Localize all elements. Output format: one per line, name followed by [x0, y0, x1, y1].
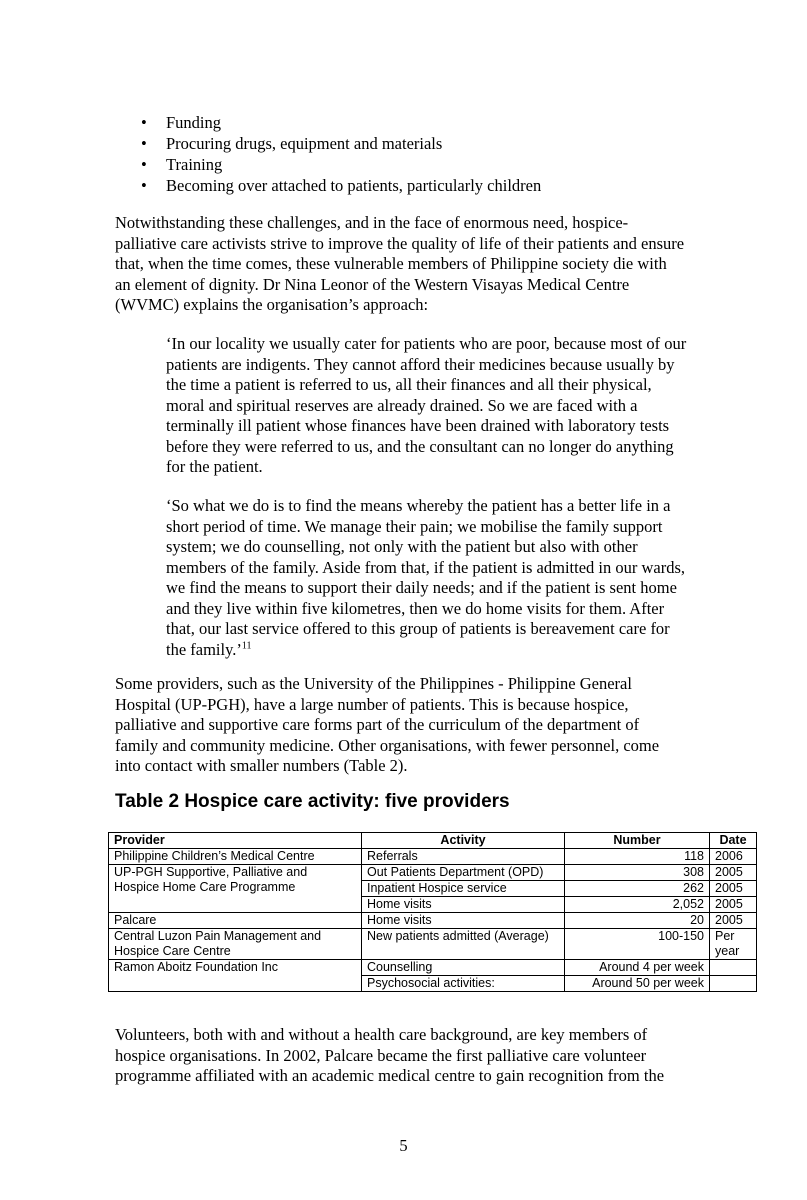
footnote-reference[interactable]: 11 — [241, 640, 252, 651]
date-cell: 2005 — [710, 865, 757, 881]
hospice-activity-table — [108, 832, 757, 992]
number-cell: 2,052 — [565, 897, 710, 913]
list-item: • Procuring drugs, equipment and materials — [141, 134, 443, 153]
bullet-icon: • — [141, 113, 147, 132]
provider-cell: UP-PGH Supportive, Palliative and Hospice Home Care Programme — [109, 865, 362, 913]
number-cell: 118 — [565, 849, 710, 865]
number-cell: 100-150 — [565, 929, 710, 960]
list-item: • Training — [141, 155, 223, 174]
list-item: • Funding — [141, 113, 222, 132]
quote-means: ‘So what we do is to find the means whereby the patient has a better life in a short period of time. We manage their pain; we mobilise the family support system; we do counselling, not only with the patient but also with other members of the family. Aside from that, if the patient is admitted in our wards, we find the means to support their daily needs; and if the patient is sent home and they live within five kilometres, then we do home visits for them. After that, our last service offered to this group of patients is bereavement care for the family.’$^{11}$ — [166, 496, 686, 659]
number-cell: 308 — [565, 865, 710, 881]
paragraph-volunteers: Volunteers, both with and without a health care background, are key members of hospice organisations. In 2002, Palcare became the first palliative care volunteer programme affiliated with an academic medical centre to gain recognition from the — [115, 1025, 665, 1085]
header-number: Number — [565, 833, 710, 849]
paragraph-providers: Some providers, such as the University of the Philippines - Philippine General Hospital (UP-PGH), have a large number of patients. This is because hospice, palliative and supportive care forms part of the curriculum of the department of family and community medicine. Other organisations, with fewer personnel, come into contact with smaller numbers (Table 2). — [115, 674, 660, 775]
activity-cell: Psychosocial activities: — [362, 976, 565, 992]
date-cell: 2005 — [710, 913, 757, 929]
bullet-icon: • — [141, 155, 147, 174]
bullet-icon: • — [141, 176, 147, 195]
table-row — [109, 929, 757, 960]
activity-cell: Home visits — [362, 913, 565, 929]
provider-cell: Ramon Aboitz Foundation Inc — [109, 960, 362, 992]
table-row — [109, 913, 757, 929]
date-cell: Per year — [710, 929, 757, 960]
activity-cell: Home visits — [362, 897, 565, 913]
list-item: • Becoming over attached to patients, particularly children — [141, 176, 542, 195]
date-cell: 2005 — [710, 897, 757, 913]
activity-cell: New patients admitted (Average) — [362, 929, 565, 960]
provider-cell: Philippine Children’s Medical Centre — [109, 849, 362, 865]
page-number: 5 — [399, 1136, 408, 1155]
provider-cell: Central Luzon Pain Management and Hospice Care Centre — [109, 929, 362, 960]
number-cell: Around 4 per week — [565, 960, 710, 976]
activity-cell: Counselling — [362, 960, 565, 976]
activity-cell: Out Patients Department (OPD) — [362, 865, 565, 881]
provider-cell: Palcare — [109, 913, 362, 929]
header-provider: Provider — [109, 833, 362, 849]
activity-cell: Referrals — [362, 849, 565, 865]
table-header-row — [109, 833, 757, 849]
table-row — [109, 865, 757, 881]
bullet-icon: • — [141, 134, 147, 153]
paragraph-challenges: Notwithstanding these challenges, and in the face of enormous need, hospice- palliative care activists strive to improve the quality of life of their patients and ensure that, when the time comes, these vulnerable members of Philippine society die with an element of dignity. Dr Nina Leonor of the Western Visayas Medical Centre (WVMC) explains the organisation’s approach: — [115, 213, 685, 314]
date-cell: 2006 — [710, 849, 757, 865]
quote-locality: ‘In our locality we usually cater for patients who are poor, because most of our patients are indigents. They cannot afford their medicines because usually by the time a patient is referred to us, all their finances and all their physical, moral and spiritual reserves are already drained. So we are faced with a terminally ill patient whose finances have been drained with laboratory tests before they were referred to us, and the consultant can no longer do anything for the patient. — [166, 334, 687, 476]
number-cell: 20 — [565, 913, 710, 929]
date-cell — [710, 976, 757, 992]
date-cell: 2005 — [710, 881, 757, 897]
header-activity: Activity — [362, 833, 565, 849]
challenges-list — [138, 113, 738, 197]
number-cell: 262 — [565, 881, 710, 897]
number-cell: Around 50 per week — [565, 976, 710, 992]
date-cell — [710, 960, 757, 976]
header-date: Date — [710, 833, 757, 849]
table-row — [109, 960, 757, 976]
table-row — [109, 849, 757, 865]
activity-cell: Inpatient Hospice service — [362, 881, 565, 897]
table-title: Table 2 Hospice care activity: five providers — [115, 791, 510, 812]
